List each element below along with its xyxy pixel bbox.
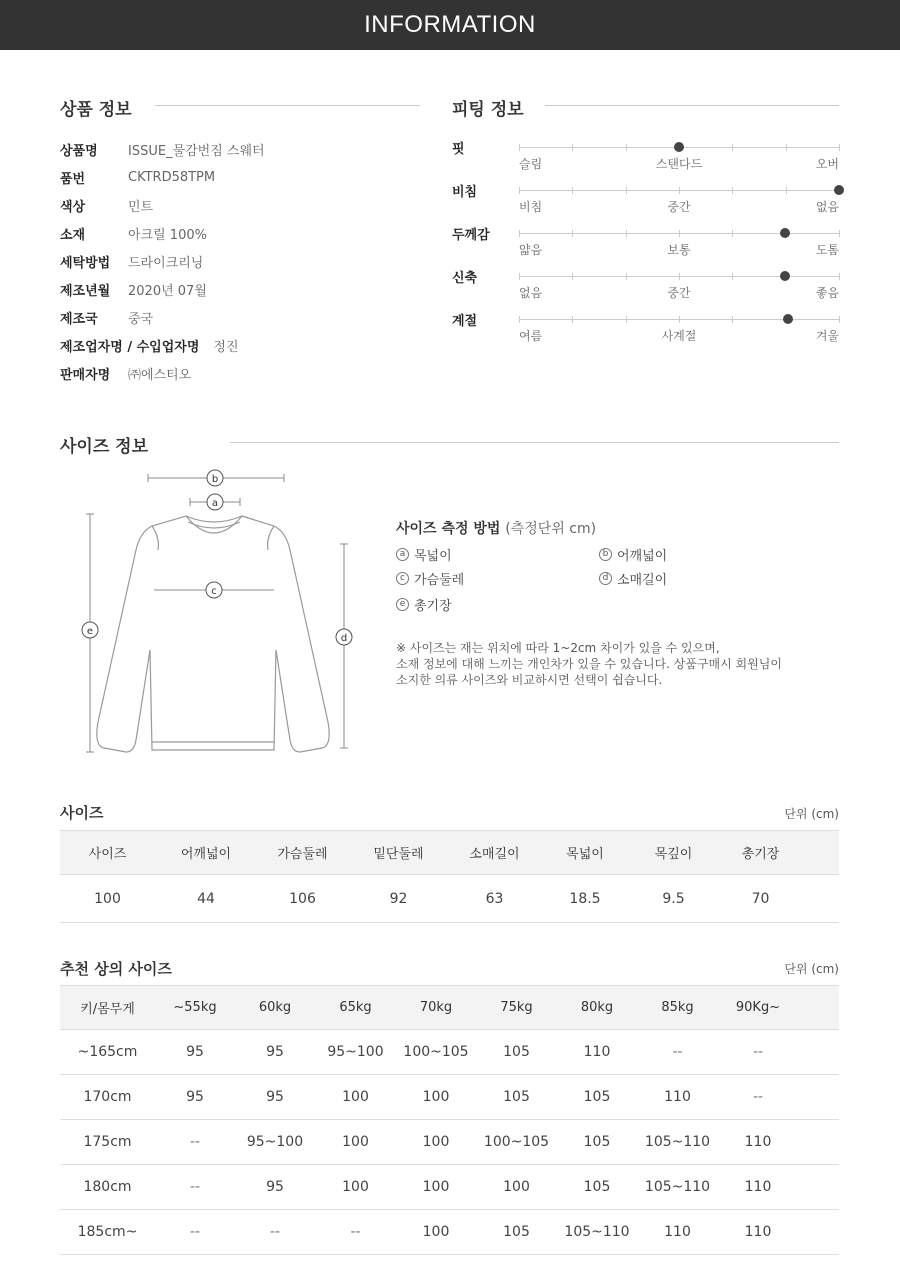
- rec_table-cell: 110: [718, 1120, 798, 1165]
- rec_table-cell: --: [155, 1210, 235, 1255]
- fit-label: 비침: [452, 185, 478, 200]
- rec_table-header-spacer: [798, 986, 839, 1030]
- rec_table-cell: --: [155, 1120, 235, 1165]
- rec-table-title: 추천 상의 사이즈: [60, 960, 172, 978]
- size_table-cell: 9.5: [630, 875, 717, 923]
- size_table-cell: 63: [449, 875, 540, 923]
- size_table-header-row: [60, 831, 839, 875]
- rec_table-cell: 100: [315, 1075, 396, 1120]
- rec_table-cell: 95: [155, 1075, 235, 1120]
- size-note-line: ※ 사이즈는 재는 위치에 따라 1~2cm 차이가 있을 수 있으며,: [396, 641, 720, 655]
- fit-tick: [626, 144, 627, 151]
- product-info-row: [60, 195, 153, 215]
- product-info-title: 상품 정보: [60, 100, 132, 120]
- rec_table-cell: 105~110: [637, 1120, 718, 1165]
- rec_table-cell: 100~105: [476, 1120, 557, 1165]
- fit-scale-mid: 중간: [667, 200, 691, 214]
- size_table-cell: 70: [717, 875, 804, 923]
- product-info-key: 판매자명: [60, 367, 111, 383]
- fit-dot: [834, 185, 844, 195]
- product-info-row: [60, 251, 203, 271]
- rec_table-cell: 170cm: [60, 1075, 155, 1120]
- fit-scale-left: 비침: [519, 200, 543, 214]
- size-note-line: 소지한 의류 사이즈와 비교하시면 선택이 쉽습니다.: [396, 673, 663, 687]
- rec_table-header-cell: ~55kg: [155, 986, 235, 1030]
- rec_table-cell: --: [155, 1165, 235, 1210]
- rec_table-row: [60, 1165, 839, 1210]
- rec_table-cell: 105: [476, 1075, 557, 1120]
- product-info-divider: [155, 105, 420, 106]
- fit-scale-left: 슬림: [519, 157, 543, 171]
- rec_table-header-cell: 키/몸무게: [60, 986, 155, 1030]
- rec_table-cell-spacer: [798, 1210, 839, 1255]
- rec_table-cell: 105: [476, 1030, 557, 1075]
- fit-scale-right: 도톰: [815, 243, 839, 257]
- product-info-value: 중국: [128, 311, 154, 327]
- information-header: INFORMATION: [0, 0, 900, 50]
- rec_table-header-cell: 70kg: [396, 986, 476, 1030]
- rec_table-cell: 105: [557, 1165, 637, 1210]
- fit-scale-mid: 스탠다드: [655, 157, 703, 171]
- rec_table-cell: 110: [557, 1030, 637, 1075]
- rec_table-cell: 175cm: [60, 1120, 155, 1165]
- size_table-header-cell: 밑단둘레: [348, 831, 449, 875]
- product-info-row: [60, 279, 207, 299]
- fit-scale-right: 오버: [815, 157, 839, 171]
- product-info-value: 민트: [128, 199, 154, 215]
- fit-tick: [572, 187, 573, 194]
- fit-scale-right: 없음: [815, 200, 839, 214]
- fit-tick: [519, 230, 520, 237]
- fit-scale-right: 겨울: [815, 329, 839, 343]
- rec_table-cell: ~165cm: [60, 1030, 155, 1075]
- rec_table-cell: 105~110: [557, 1210, 637, 1255]
- rec_table-cell: --: [718, 1030, 798, 1075]
- rec_table-cell: 100: [396, 1165, 476, 1210]
- rec-size-table: [60, 985, 839, 1255]
- size-method-item: [396, 595, 452, 614]
- fit-tick: [732, 144, 733, 151]
- rec_table-header-cell: 60kg: [235, 986, 315, 1030]
- size_table-header-cell: 목넓이: [540, 831, 630, 875]
- rec_table-row: [60, 1120, 839, 1165]
- product-info-key: 세탁방법: [60, 255, 111, 271]
- diagram-label-c: c: [211, 586, 217, 597]
- fit-tick: [572, 144, 573, 151]
- fit-dot: [674, 142, 684, 152]
- fit-scale-mid: 중간: [667, 286, 691, 300]
- rec_table-cell-spacer: [798, 1165, 839, 1210]
- rec_table-cell: 110: [637, 1210, 718, 1255]
- product-info-value: ISSUE_물감번짐 스웨터: [128, 143, 265, 159]
- size-method-item: [599, 545, 667, 564]
- rec_table-header-cell: 90Kg~: [718, 986, 798, 1030]
- size-method-title: [396, 518, 596, 538]
- product-info-row: [60, 139, 265, 159]
- fit-label: 두께감: [452, 228, 490, 243]
- fit-tick: [572, 230, 573, 237]
- fit-tick: [732, 187, 733, 194]
- product-info-row: [60, 335, 239, 355]
- product-info-row: [60, 167, 215, 187]
- fit-tick: [679, 316, 680, 323]
- rec_table-cell: --: [718, 1075, 798, 1120]
- rec_table-cell: --: [637, 1030, 718, 1075]
- size-mark-b: b: [599, 548, 612, 561]
- rec_table-header-cell: 75kg: [476, 986, 557, 1030]
- product-info-row: [60, 363, 191, 383]
- size_table-cell: 92: [348, 875, 449, 923]
- size_table-cell-spacer: [804, 875, 839, 923]
- rec_table-header-cell: 85kg: [637, 986, 718, 1030]
- fit-tick: [626, 230, 627, 237]
- fitting-info-divider: [545, 105, 839, 106]
- size-table-title: 사이즈: [60, 804, 104, 822]
- diagram-label-b: b: [211, 474, 219, 485]
- fit-tick: [786, 187, 787, 194]
- fit-tick: [732, 316, 733, 323]
- size-method-label: 어깨넓이: [617, 549, 668, 564]
- size_table-cell: 100: [60, 875, 155, 923]
- rec_table-header-cell: 80kg: [557, 986, 637, 1030]
- fit-label: 신축: [452, 271, 478, 286]
- rec_table-cell: 95: [235, 1075, 315, 1120]
- rec_table-cell: 185cm~: [60, 1210, 155, 1255]
- size_table-row: [60, 875, 839, 923]
- size-info-divider: [230, 442, 839, 443]
- size_table-header-cell: 가슴둘레: [257, 831, 348, 875]
- size_table-header-cell: 목깊이: [630, 831, 717, 875]
- size-method-unit: (측정단위 cm): [505, 521, 597, 537]
- fit-tick: [679, 273, 680, 280]
- fit-scale-mid: 보통: [667, 243, 691, 257]
- fit-scale-left: 얇음: [519, 243, 543, 257]
- size-method-label: 소매길이: [617, 573, 668, 588]
- rec_table-cell: 95: [155, 1030, 235, 1075]
- product-info-key: 품번: [60, 171, 86, 187]
- product-info-value: 2020년 07월: [128, 283, 207, 299]
- product-info-value: CKTRD58TPM: [128, 169, 216, 185]
- fit-tick: [839, 144, 840, 151]
- size-method-item: [599, 569, 667, 588]
- product-info-value: 아크릴 100%: [128, 227, 207, 243]
- fit-tick: [626, 316, 627, 323]
- fit-tick: [572, 316, 573, 323]
- rec-table-unit: 단위 (cm): [784, 962, 839, 976]
- size-method-item: [396, 545, 452, 564]
- rec_table-cell: 95: [235, 1165, 315, 1210]
- size-method-item: [396, 569, 464, 588]
- rec_table-cell: 100~105: [396, 1030, 476, 1075]
- size_table-cell: 106: [257, 875, 348, 923]
- rec_table-cell: 105~110: [637, 1165, 718, 1210]
- product-info-key: 제조업자명 / 수입업자명: [60, 339, 200, 355]
- rec_table-cell: 110: [718, 1210, 798, 1255]
- size_table-header-cell: 총기장: [717, 831, 804, 875]
- size_table-header-cell: 사이즈: [60, 831, 155, 875]
- fit-tick: [626, 273, 627, 280]
- rec_table-cell-spacer: [798, 1120, 839, 1165]
- rec_table-cell: 180cm: [60, 1165, 155, 1210]
- fit-tick: [519, 144, 520, 151]
- size-mark-a: a: [396, 548, 409, 561]
- fit-tick: [519, 273, 520, 280]
- size-method-title-text: 사이즈 측정 방법: [396, 521, 501, 537]
- rec_table-cell-spacer: [798, 1075, 839, 1120]
- size_table-cell: 44: [155, 875, 257, 923]
- fit-scale-right: 좋음: [815, 286, 839, 300]
- fit-tick: [732, 273, 733, 280]
- sweater-diagram: [60, 460, 380, 770]
- rec_table-row: [60, 1030, 839, 1075]
- size-method-label: 목넓이: [414, 549, 452, 564]
- rec_table-cell: 100: [315, 1120, 396, 1165]
- fit-label: 계절: [452, 314, 478, 329]
- fit-dot: [780, 271, 790, 281]
- fit-tick: [519, 316, 520, 323]
- product-info-row: [60, 307, 153, 327]
- rec_table-cell: 100: [315, 1165, 396, 1210]
- fit-tick: [519, 187, 520, 194]
- rec_table-header-row: [60, 986, 839, 1030]
- fit-tick: [572, 273, 573, 280]
- fit-scale-mid: 사계절: [661, 329, 697, 343]
- product-info-value: 드라이크리닝: [128, 255, 204, 271]
- fit-tick: [839, 273, 840, 280]
- size_table-header-cell: 어깨넓이: [155, 831, 257, 875]
- fit-tick: [679, 187, 680, 194]
- rec_table-cell: 110: [637, 1075, 718, 1120]
- fit-dot: [783, 314, 793, 324]
- rec_table-cell: 95: [235, 1030, 315, 1075]
- size-method-label: 가슴둘레: [414, 573, 465, 588]
- size_table-header-cell: 소매길이: [449, 831, 540, 875]
- fit-tick: [839, 316, 840, 323]
- rec_table-cell: 100: [396, 1210, 476, 1255]
- fit-tick: [679, 230, 680, 237]
- fitting-info-title: 피팅 정보: [452, 100, 524, 120]
- product-info-value: 정진: [213, 339, 239, 355]
- product-info-key: 색상: [60, 199, 86, 215]
- product-info-key: 상품명: [60, 143, 98, 159]
- size-table-unit: 단위 (cm): [784, 807, 839, 821]
- rec_table-cell: --: [315, 1210, 396, 1255]
- size-table: [60, 830, 839, 923]
- size-mark-e: e: [396, 598, 409, 611]
- rec_table-row: [60, 1075, 839, 1120]
- fit-tick: [839, 230, 840, 237]
- fit-label: 핏: [452, 142, 465, 157]
- product-info-key: 소재: [60, 227, 86, 243]
- rec_table-cell: 110: [718, 1165, 798, 1210]
- fit-scale-left: 여름: [519, 329, 543, 343]
- size-info-title: 사이즈 정보: [60, 437, 149, 457]
- rec_table-header-cell: 65kg: [315, 986, 396, 1030]
- rec_table-cell: 105: [557, 1120, 637, 1165]
- size_table-cell: 18.5: [540, 875, 630, 923]
- product-info-row: [60, 223, 207, 243]
- rec_table-cell: 95~100: [235, 1120, 315, 1165]
- size-note-line: 소재 정보에 대해 느끼는 개인차가 있을 수 있습니다. 상품구매시 회원님이: [396, 657, 782, 671]
- diagram-label-a: a: [211, 498, 219, 509]
- rec_table-cell-spacer: [798, 1030, 839, 1075]
- fit-tick: [732, 230, 733, 237]
- rec_table-row: [60, 1210, 839, 1255]
- fit-scale-left: 없음: [519, 286, 543, 300]
- size-mark-d: d: [599, 572, 612, 585]
- product-info-value: ㈜에스티오: [128, 367, 192, 383]
- size_table-header-spacer: [804, 831, 839, 875]
- diagram-label-e: e: [86, 626, 94, 637]
- size-mark-c: c: [396, 572, 409, 585]
- rec_table-cell: 100: [396, 1075, 476, 1120]
- rec_table-cell: 100: [476, 1165, 557, 1210]
- diagram-label-d: d: [340, 633, 348, 644]
- rec_table-cell: 105: [557, 1075, 637, 1120]
- fit-tick: [786, 144, 787, 151]
- rec_table-cell: 105: [476, 1210, 557, 1255]
- product-info-key: 제조국: [60, 311, 98, 327]
- rec_table-cell: 100: [396, 1120, 476, 1165]
- fit-dot: [780, 228, 790, 238]
- rec_table-cell: 95~100: [315, 1030, 396, 1075]
- size-method-label: 총기장: [414, 599, 452, 614]
- rec_table-cell: --: [235, 1210, 315, 1255]
- fit-tick: [626, 187, 627, 194]
- product-info-key: 제조년월: [60, 283, 111, 299]
